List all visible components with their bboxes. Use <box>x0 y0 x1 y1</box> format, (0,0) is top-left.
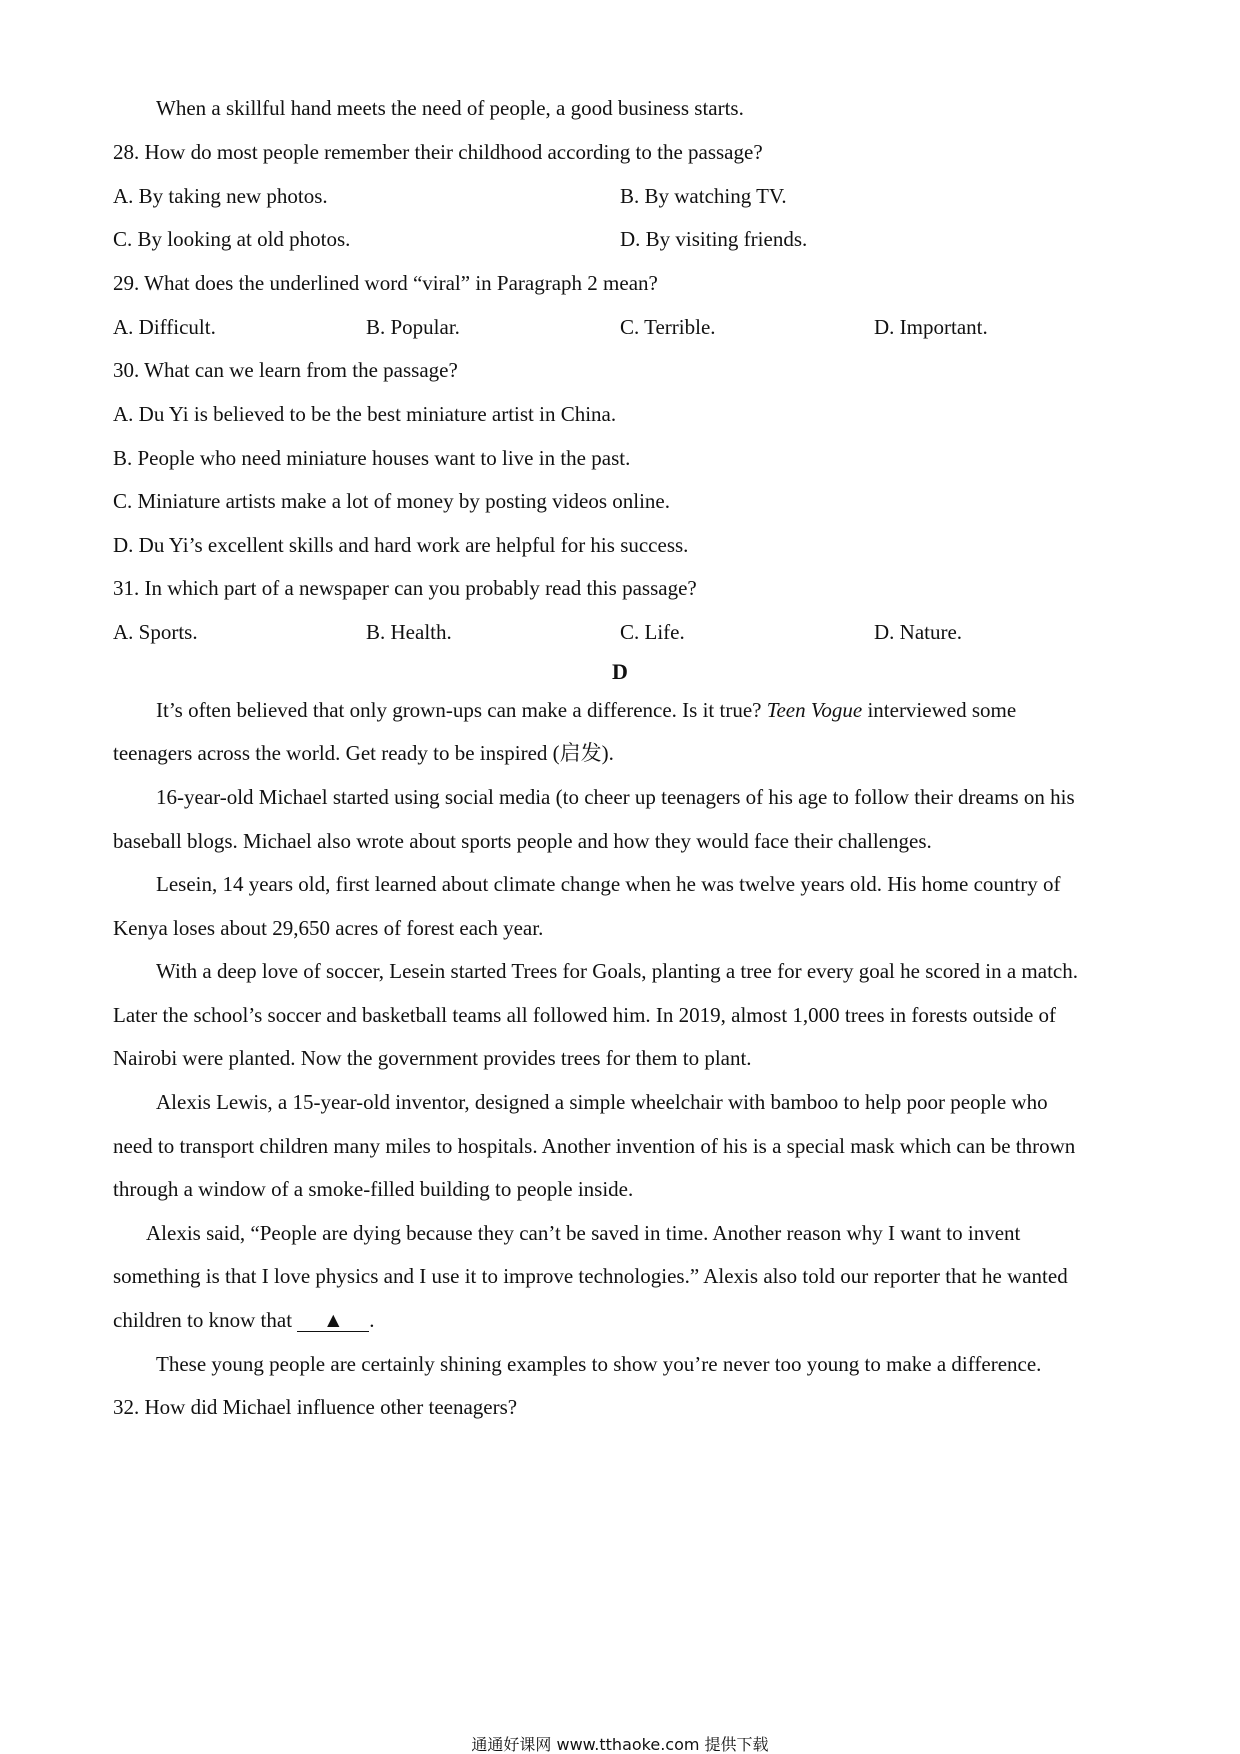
passage-d-p5-line3: through a window of a smoke-filled building to people inside. <box>113 1177 634 1201</box>
q31-option-b: B. Health. <box>366 620 452 644</box>
passage-d-p1-line2: teenagers across the world. Get ready to be inspired (启发). <box>113 741 614 765</box>
triangle-mark: ▲ <box>322 1308 344 1332</box>
q31-option-d: D. Nature. <box>874 620 963 644</box>
q31-option-a: A. Sports. <box>113 620 198 644</box>
passage-d-p4-line3: Nairobi were planted. Now the government provides trees for them to plant. <box>113 1046 752 1070</box>
q30-option-a: A. Du Yi is believed to be the best miniature artist in China. <box>113 402 617 426</box>
passage-d-p3-line2: Kenya loses about 29,650 acres of forest each year. <box>113 916 544 940</box>
question-31: 31. In which part of a newspaper can you probably read this passage? <box>113 576 697 600</box>
question-32: 32. How did Michael influence other teenagers? <box>113 1395 518 1419</box>
p6-line3-text: children to know that <box>113 1308 293 1332</box>
answer-blank <box>297 1310 369 1332</box>
q29-option-c: C. Terrible. <box>620 315 716 339</box>
passage-d-p4-line2: Later the school’s soccer and basketball teams all followed him. In 2019, almost 1,000 trees in forests outside of <box>113 1003 1057 1027</box>
q28-option-a: A. By taking new photos. <box>113 184 328 208</box>
section-heading-d: D <box>612 659 628 684</box>
p6-line3-period: . <box>369 1308 375 1332</box>
passage-d-p6-line1: Alexis said, “People are dying because they can’t be saved in time. Another reason why I want to invent <box>146 1221 1021 1245</box>
question-29: 29. What does the underlined word “viral” in Paragraph 2 mean? <box>113 271 658 295</box>
passage-d-p7: These young people are certainly shining examples to show you’re never too young to make a difference. <box>156 1352 1042 1376</box>
q29-option-b: B. Popular. <box>366 315 460 339</box>
passage-d-p2-line1: 16-year-old Michael started using social media (to cheer up teenagers of his age to follow their dreams on his <box>156 785 1075 809</box>
q28-option-d: D. By visiting friends. <box>620 227 808 251</box>
p1-text-a: It’s often believed that only grown-ups can make a difference. Is it true? <box>156 698 762 722</box>
passage-d-p2-line2: baseball blogs. Michael also wrote about sports people and how they would face their challenges. <box>113 829 932 853</box>
passage-d-p1-line1 <box>156 698 1016 723</box>
page-footer: 通通好课网 www.tthaoke.com 提供下载 <box>471 1735 769 1754</box>
q30-option-c: C. Miniature artists make a lot of money by posting videos online. <box>113 489 671 513</box>
passage-d-p3-line1: Lesein, 14 years old, first learned about climate change when he was twelve years old. His home country of <box>156 872 1061 896</box>
passage-d-p4-line1: With a deep love of soccer, Lesein started Trees for Goals, planting a tree for every goal he scored in a match. <box>156 959 1078 983</box>
passage-c-last-line: When a skillful hand meets the need of people, a good business starts. <box>156 96 744 120</box>
magazine-title: Teen Vogue <box>766 698 863 722</box>
q30-option-d: D. Du Yi’s excellent skills and hard work are helpful for his success. <box>113 533 689 557</box>
question-28: 28. How do most people remember their childhood according to the passage? <box>113 140 763 164</box>
q29-option-a: A. Difficult. <box>113 315 216 339</box>
passage-d-p6-line3 <box>113 1308 375 1333</box>
q28-option-c: C. By looking at old photos. <box>113 227 351 251</box>
passage-d-p6-line2: something is that I love physics and I use it to improve technologies.” Alexis also told our reporter that he wanted <box>113 1264 1068 1288</box>
question-30: 30. What can we learn from the passage? <box>113 358 458 382</box>
q31-option-c: C. Life. <box>620 620 685 644</box>
passage-d-p5-line1: Alexis Lewis, a 15-year-old inventor, designed a simple wheelchair with bamboo to help poor people who <box>156 1090 1048 1114</box>
q29-option-d: D. Important. <box>874 315 988 339</box>
passage-d-p5-line2: need to transport children many miles to hospitals. Another invention of his is a special mask which can be thrown <box>113 1134 1076 1158</box>
q28-option-b: B. By watching TV. <box>620 184 787 208</box>
q30-option-b: B. People who need miniature houses want to live in the past. <box>113 446 631 470</box>
p1-text-b: interviewed some <box>867 698 1017 722</box>
